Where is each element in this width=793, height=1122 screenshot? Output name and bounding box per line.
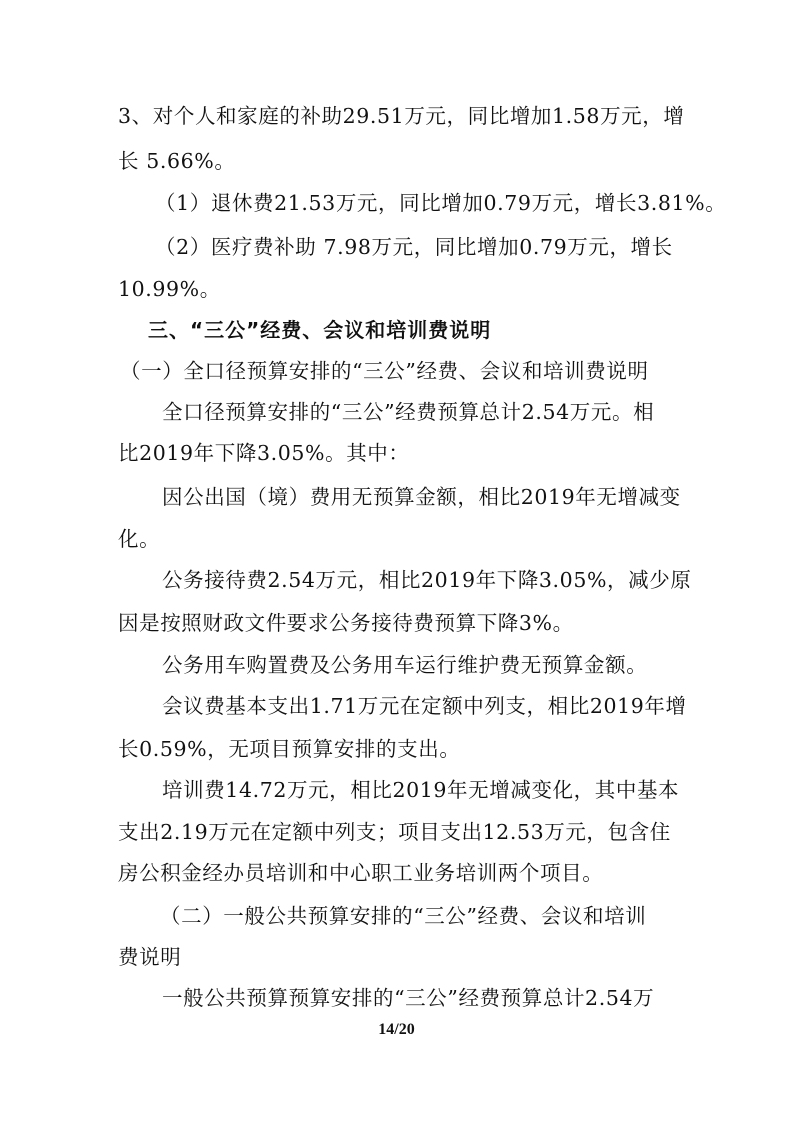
text-line-reception-fee: 公务接待费2.54万元，相比2019年下降3.05%，减少原 <box>162 568 692 592</box>
text-line-overseas-travel: 因公出国（境）费用无预算金额，相比2019年无增减变 <box>162 485 681 509</box>
text-line-reception-fee-cont: 因是按照财政文件要求公务接待费预算下降3%。 <box>118 611 574 635</box>
text-line-overseas-travel-cont: 化。 <box>118 527 161 551</box>
text-line-training-fee-cont2: 房公积金经办员培训和中心职工业务培训两个项目。 <box>118 861 604 885</box>
text-line-meeting-fee: 会议费基本支出1.71万元在定额中列支，相比2019年增 <box>162 694 687 718</box>
text-line-full-budget-total-cont: 比2019年下降3.05%。其中： <box>118 441 410 465</box>
text-line-training-fee: 培训费14.72万元，相比2019年无增减变化，其中基本 <box>162 778 680 802</box>
text-line-full-budget-total: 全口径预算安排的“三公”经费预算总计2.54万元。相 <box>162 400 655 424</box>
text-line-benefits-item3: 3、对个人和家庭的补助29.51万元，同比增加1.58万元，增 <box>118 104 685 128</box>
text-line-medical-subsidy: （2）医疗费补助 7.98万元，同比增加0.79万元，增长 <box>155 235 673 259</box>
text-line-retirement-fee: （1）退休费21.53万元，同比增加0.79万元，增长3.81%。 <box>155 191 727 215</box>
text-line-meeting-fee-cont: 长0.59%，无项目预算安排的支出。 <box>118 737 461 761</box>
text-line-benefits-item3-cont: 长 5.66%。 <box>118 149 236 173</box>
subheading-general-budget: （二）一般公共预算安排的“三公”经费、会议和培训 <box>160 904 647 928</box>
section-heading-three-public: 三、“三公”经费、会议和培训费说明 <box>148 318 492 342</box>
text-line-medical-subsidy-cont: 10.99%。 <box>118 277 221 301</box>
subheading-full-budget: （一）全口径预算安排的“三公”经费、会议和培训费说明 <box>120 359 649 383</box>
page-number: 14/20 <box>378 1021 415 1038</box>
text-line-general-budget-total: 一般公共预算预算安排的“三公”经费预算总计2.54万 <box>162 986 655 1010</box>
text-line-training-fee-cont1: 支出2.19万元在定额中列支；项目支出12.53万元，包含住 <box>118 820 671 844</box>
subheading-general-budget-cont: 费说明 <box>118 945 182 969</box>
text-line-vehicle-fee: 公务用车购置费及公务用车运行维护费无预算金额。 <box>162 653 648 677</box>
